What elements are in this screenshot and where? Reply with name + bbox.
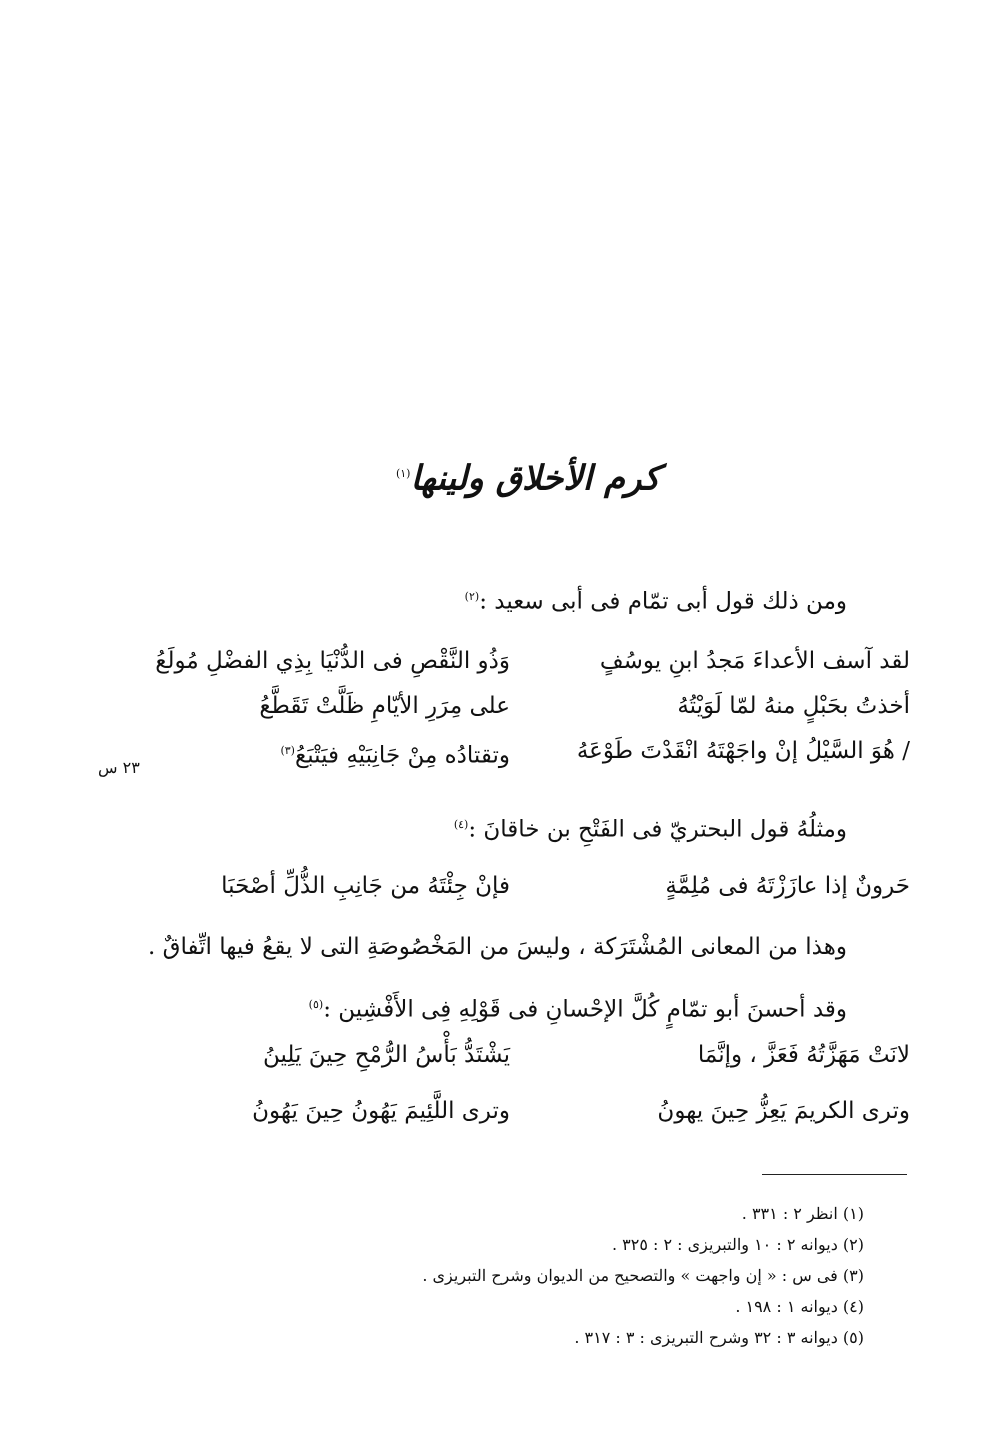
prose-2-note-ref: (٥) (308, 998, 324, 1011)
prose-paragraph-1: وهذا من المعانى المُشْتَرَكة ، وليسَ من المَخْصُوصَةِ التى لا يقعُ فيها اتِّفاقٌ . (148, 934, 847, 960)
prose-paragraph-2 (309, 988, 847, 1027)
footnote-divider (762, 1174, 907, 1175)
verse-line (150, 643, 910, 679)
footnote: (٤) ديوانه ١ : ١٩٨ . (735, 1297, 864, 1316)
margin-manuscript-mark: ٢٣ س (98, 758, 140, 777)
title-note-ref: (١) (395, 467, 411, 480)
verse-line (150, 1037, 910, 1073)
intro-line-1 (465, 580, 847, 619)
verse-second-hemistich (280, 733, 510, 774)
verse-second-hemistich: يَشْتَدُّ بَأْسُ الرُّمْحِ حِينَ يَلِينُ (262, 1042, 510, 1068)
verse-second-hemistich: وَذُو النَّقْصِ فى الدُّنْيَا بِذِي الفضْلِ مُولَعُ (155, 648, 510, 674)
chapter-title-text: كرم الأخلاق ولينها (410, 458, 660, 499)
intro-1-note-ref: (٢) (464, 590, 480, 603)
footnote: (٢) ديوانه ٢ : ١٠ والتبريزى : ٢ : ٣٢٥ . (611, 1235, 864, 1254)
footnotes (422, 1198, 864, 1353)
intro-1-text: ومن ذلك قول أبى تمّام فى أبى سعيد : (479, 588, 847, 615)
intro-2-note-ref: (٤) (453, 818, 469, 831)
verse-second-hemistich: على مِرَرِ الأيّامِ ظَلَّتْ تَقَطَّعُ (259, 693, 510, 719)
verse-line (150, 688, 910, 724)
verse-line (150, 868, 910, 904)
verse-second-hemistich: فإنْ جِئْتَهُ من جَانِبِ الذُّلِّ أصْحَبَا (221, 873, 510, 899)
verse-first-hemistich: حَرونٌ إذا عازَزْتَهُ فى مُلِمَّةٍ (665, 873, 910, 899)
verse-note-ref: (٣) (280, 744, 295, 757)
chapter-title (395, 448, 660, 504)
footnote: (٣) فى س : « إن واجهت » والتصحيح من الديوان وشرح التبريزى . (422, 1266, 864, 1285)
verse-first-hemistich: لانَتْ مَهَزَّتُهُ فَعَزَّ ، وإنَّمَا (697, 1042, 910, 1068)
footnote: (٥) ديوانه ٣ : ٣٢ وشرح التبريزى : ٣ : ٣١٧ . (574, 1328, 864, 1347)
verse-first-hemistich: أخذتُ بحَبْلٍ منهُ لمّا لَوَيْتُهُ (677, 693, 910, 719)
intro-2-text: ومثلُهُ قول البحتريّ فى الفَتْحِ بن خاقانَ : (468, 816, 847, 843)
prose-2-text: وقد أحسنَ أبو تمّامٍ كُلَّ الإحْسانِ فى قَوْلِهِ فِى الأَفْشِين : (323, 996, 847, 1023)
verse-first-hemistich: وترى الكريمَ يَعِزُّ حِينَ يهونُ (657, 1098, 910, 1124)
verse-first-hemistich: / هُوَ السَّيْلُ إنْ واجَهْتَهُ انْقَدْتَ طَوْعَهُ (576, 738, 910, 764)
verse-line (150, 733, 910, 769)
intro-line-2 (454, 808, 847, 847)
verse-line (150, 1093, 910, 1129)
footnote: (١) انظر ٢ : ٣٣١ . (741, 1204, 864, 1223)
verse-second-hemistich: وترى اللَّئِيمَ يَهُونُ حِينَ يَهُونُ (252, 1098, 510, 1124)
verse-first-hemistich: لقد آسف الأعداءَ مَجدُ ابنِ يوسُفٍ (599, 648, 910, 674)
verse-second-hemistich-text: وتقتادُه مِنْ جَانِبَيْهِ فيَتْبَعُ (294, 742, 510, 769)
